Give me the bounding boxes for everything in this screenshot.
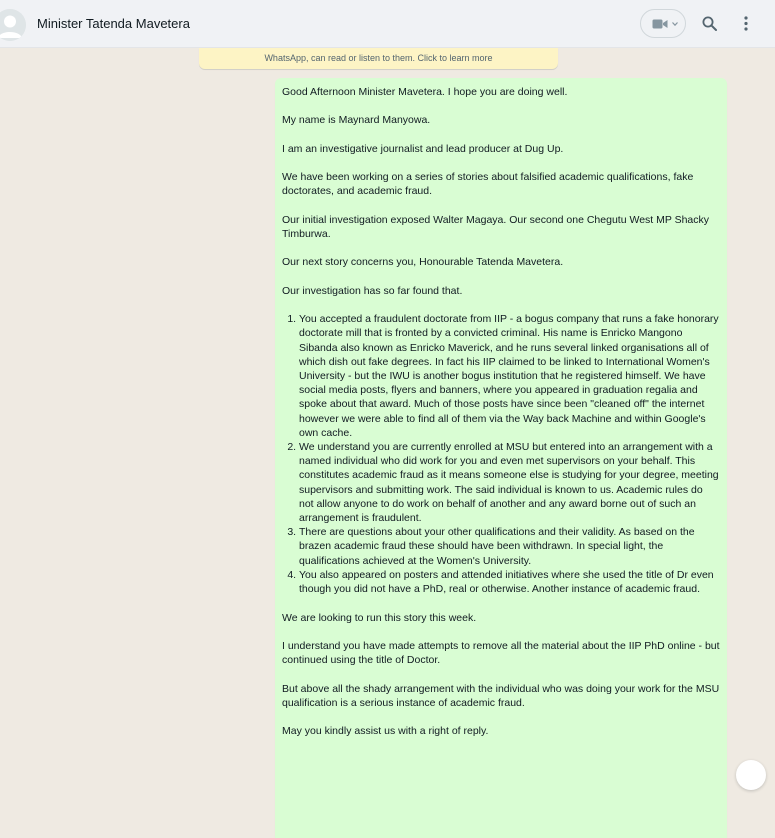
- chevron-down-icon: [672, 22, 678, 26]
- message-paragraph: We have been working on a series of stories about falsified academic qualifications, fake doctorates, and academic fraud.: [282, 171, 694, 198]
- chat-header: [0, 0, 775, 48]
- findings-list-item: 3. There are questions about your other qualifications and their validity. As based on the brazen academic fraud these should have been withdrawn. In special light, the qualifications achieved at the Women's University.: [299, 525, 720, 568]
- video-call-icon: [652, 18, 668, 30]
- message-paragraph: My name is Maynard Manyowa.: [282, 114, 431, 127]
- message-paragraph: We are looking to run this story this week.: [282, 611, 477, 624]
- findings-list-item: 2. We understand you are currently enrolled at MSU but entered into an arrangement with a named individual who did work for you and even met supervisors on your behalf. This constitutes academic fraud as it means someone else is studying for your degree, meeting supervisors and submitting work. The said individual is known to us. Academic rules do not allow anyone to do work on behalf of another and any award borne out of such an arrangement is fraudulent.: [299, 440, 720, 525]
- search-icon[interactable]: [702, 16, 717, 31]
- findings-list-item: 1. You accepted a fraudulent doctorate from IIP - a bogus company that runs a fake honorary doctorate mill that is fronted by a convicted criminal. His name is Enricko Mangono Sibanda also known as Enricko Maverick, and he runs several linked organisations all of which dish out fake degrees. In fact his IIP claimed to be linked to International Women's University - but the IWU is another bogus institution that he registered himself. We have social media posts, flyers and banners, where you appeared in graduation regalia and spoke about that award. Much of those posts have since been "cleaned off" the internet however we were able to find all of them via the Way back Machine and within Google's own cache.: [299, 312, 720, 440]
- contact-name[interactable]: Minister Tatenda Mavetera: [37, 16, 190, 31]
- findings-list: [282, 312, 720, 596]
- findings-list-item: 4. You also appeared on posters and attended initiatives where she used the title of Dr even though you did not have a PhD, real or otherwise. Another instance of academic fraud.: [299, 568, 720, 596]
- avatar-icon[interactable]: [0, 9, 26, 41]
- video-call-button[interactable]: [640, 9, 686, 38]
- outgoing-message-bubble[interactable]: [275, 78, 727, 838]
- message-paragraph: Good Afternoon Minister Mavetera. I hope you are doing well.: [282, 86, 568, 98]
- scroll-to-bottom-button[interactable]: [736, 760, 766, 790]
- message-paragraph: I am an investigative journalist and lead producer at Dug Up.: [282, 142, 564, 155]
- menu-icon[interactable]: [744, 16, 748, 31]
- message-paragraph: Our investigation has so far found that.: [282, 284, 463, 297]
- message-paragraph: I understand you have made attempts to remove all the material about the IIP PhD online - but continued using the title of Doctor.: [282, 640, 720, 667]
- chat-area: [0, 48, 775, 769]
- message-paragraph: Our next story concerns you, Honourable Tatenda Mavetera.: [282, 256, 564, 269]
- message-paragraph: But above all the shady arrangement with the individual who was doing your work for the MSU qualification is a serious instance of academic fraud.: [282, 682, 720, 709]
- message-paragraph: May you kindly assist us with a right of reply.: [282, 725, 489, 738]
- encryption-banner[interactable]: WhatsApp, can read or listen to them. Click to learn more: [199, 48, 558, 69]
- message-paragraph: Our initial investigation exposed Walter Magaya. Our second one Chegutu West MP Shacky Timburwa.: [282, 213, 710, 240]
